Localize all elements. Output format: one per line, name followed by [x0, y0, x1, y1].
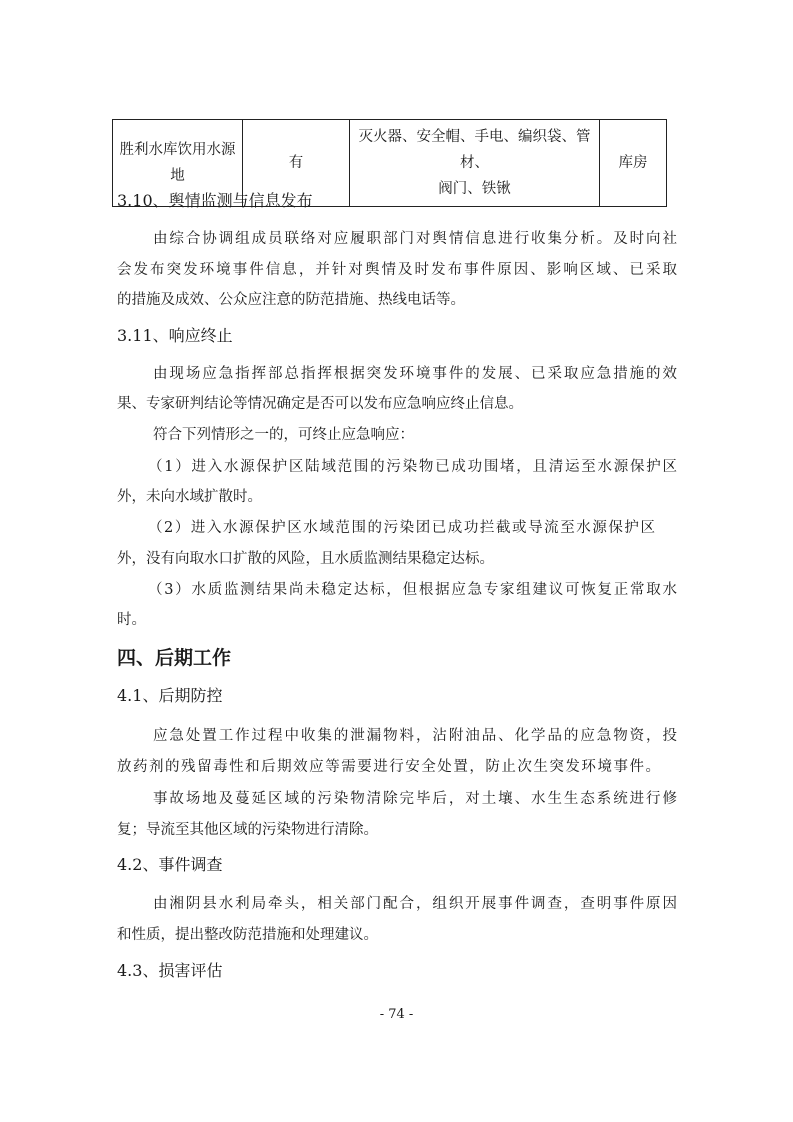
- paragraph-line: 符合下列情形之一的，可终止应急响应：: [153, 427, 414, 443]
- location-line-1: 胜利水库饮用水源: [119, 142, 236, 158]
- page-number: - 74 -: [379, 1007, 414, 1022]
- paragraph-line: 会发布突发环境事件信息，并针对舆情及时发布事件原因、影响区域、已采取: [117, 262, 677, 278]
- location-line-2: 地: [170, 168, 185, 184]
- paragraph-line: 放药剂的残留毒性和后期效应等需要进行安全处置，防止次生突发环境事件。: [117, 759, 660, 775]
- section-heading-3-11: 3.11、响应终止: [117, 326, 233, 345]
- materials-line-1: 灭火器、安全帽、手电、编织袋、管材、: [358, 129, 591, 171]
- paragraph-line: 事故场地及蔓延区域的污染物清除完毕后，对土壤、水生生态系统进行修: [153, 791, 677, 807]
- list-item-2: （2）进入水源保护区水域范围的污染团已成功拦截或导流至水源保护区: [148, 520, 655, 536]
- table-cell-materials: [350, 120, 600, 207]
- section-heading-4-2: 4.2、事件调查: [117, 855, 223, 874]
- paragraph-line: 复；导流至其他区域的污染物进行清除。: [117, 822, 378, 838]
- section-heading-3-10: 3.10、舆情监测与信息发布: [117, 191, 313, 210]
- list-item-1: （1）进入水源保护区陆域范围的污染物已成功围堵，且清运至水源保护区: [148, 459, 677, 475]
- list-item-2-cont: 外，没有向取水口扩散的风险，且水质监测结果稳定达标。: [117, 551, 494, 567]
- paragraph-line: 和性质，提出整改防范措施和处理建议。: [117, 927, 378, 943]
- section-heading-4-3: 4.3、损害评估: [117, 961, 223, 980]
- paragraph-line: 由综合协调组成员联络对应履职部门对舆情信息进行收集分析。及时向社: [153, 231, 677, 247]
- paragraph-line: 果、专家研判结论等情况确定是否可以发布应急响应终止信息。: [117, 396, 523, 412]
- table-cell-available: 有: [243, 120, 350, 207]
- paragraph-line: 应急处置工作过程中收集的泄漏物料，沾附油品、化学品的应急物资，投: [153, 728, 677, 744]
- list-item-3-cont: 时。: [117, 612, 146, 628]
- list-item-3: （3）水质监测结果尚未稳定达标，但根据应急专家组建议可恢复正常取水: [148, 582, 677, 598]
- chapter-heading-4: 四、后期工作: [117, 647, 232, 669]
- table-cell-storage: 库房: [600, 120, 667, 207]
- list-item-1-cont: 外，未向水域扩散时。: [117, 489, 262, 505]
- section-heading-4-1: 4.1、后期防控: [117, 686, 223, 705]
- paragraph-line: 由湘阴县水利局牵头，相关部门配合，组织开展事件调查，查明事件原因: [153, 896, 677, 912]
- paragraph-line: 的措施及成效、公众应注意的防范措施、热线电话等。: [117, 292, 465, 308]
- materials-line-2: 阀门、铁锹: [438, 181, 511, 197]
- paragraph-line: 由现场应急指挥部总指挥根据突发环境事件的发展、已采取应急措施的效: [153, 366, 677, 382]
